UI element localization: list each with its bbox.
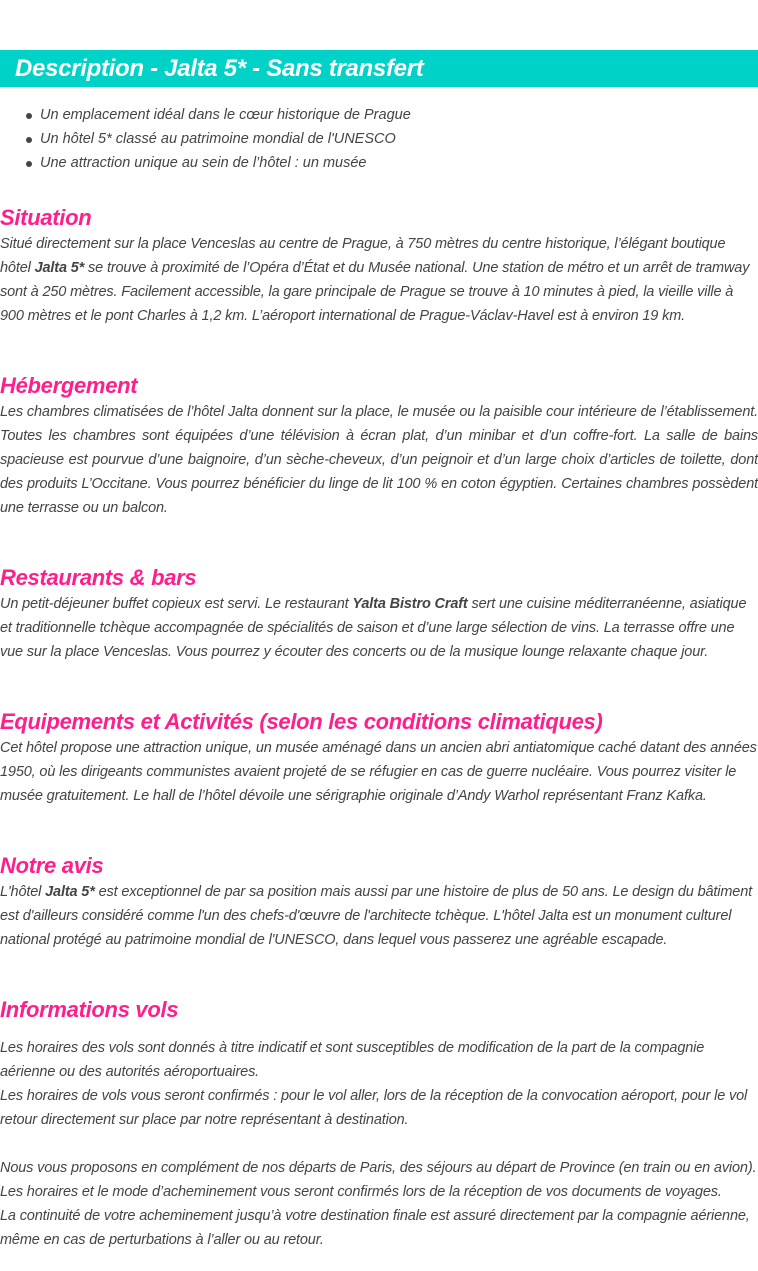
highlight-item: Une attraction unique au sein de l’hôtel : un musée: [0, 151, 411, 175]
section-text: Situé directement sur la place Venceslas au centre de Prague, à 750 mètres du centre historique, l’élégant boutique hôtel Jalta 5* se trouve à proximité de l’Opéra d’État et du Musée national. Une station de métro et un arrêt de tramway sont à 250 mètres. Facilement accessible, la gare principale de Prague se trouve à 10 minutes à pied, la vieille ville à 900 mètres et le pont Charles à 1,2 km. L’aéroport international de Prague-Václav-Havel est à environ 19 km.: [0, 236, 750, 324]
paragraph: La continuité de votre acheminement jusqu’à votre destination finale est assuré directement par la compagnie aérienne, même en cas de perturbations à l’aller ou au retour.: [0, 1208, 750, 1248]
hotel-name: Jalta 5*: [34, 260, 85, 276]
highlight-item: Un hôtel 5* classé au patrimoine mondial de l'UNESCO: [0, 127, 411, 151]
section-hebergement: [0, 372, 758, 520]
section-situation: [0, 204, 758, 328]
section-restaurants: [0, 564, 758, 664]
title-bar: [0, 50, 758, 87]
bullet-icon: [26, 137, 32, 143]
section-heading: Situation: [0, 205, 92, 230]
section-vols: [0, 996, 758, 1252]
section-heading: Informations vols: [0, 997, 179, 1022]
section-text: [0, 1036, 758, 1252]
page-title: Description - Jalta 5* - Sans transfert: [15, 55, 424, 82]
bullet-icon: [26, 113, 32, 119]
section-text: Les chambres climatisées de l’hôtel Jalta donnent sur la place, le musée ou la paisible cour intérieure de l’établissement. Toutes les chambres sont équipées d’une télévision à écran plat, d’un minibar et d’un coffre-fort. La salle de bains spacieuse est pourvue d’une baignoire, d’un sèche-cheveux, d’un peignoir et d’un large choix d’articles de toilette, dont des produits L’Occitane. Vous pourrez bénéficier du linge de lit 100 % en coton égyptien. Certaines chambres possèdent une terrasse ou un balcon.: [0, 404, 758, 516]
section-heading: Notre avis: [0, 853, 104, 878]
paragraph: Les horaires des vols sont donnés à titre indicatif et sont susceptibles de modification de la part de la compagnie aérienne ou des autorités aéroportuaires.: [0, 1040, 705, 1080]
section-avis: [0, 852, 758, 952]
section-text: L'hôtel Jalta 5* est exceptionnel de par sa position mais aussi par une histoire de plus de 50 ans. Le design du bâtiment est d'ailleurs considéré comme l'un des chefs-d'œuvre de l'architecte tchèque. L'hôtel Jalta est un monument culturel national protégé au patrimoine mondial de l'UNESCO, dans lequel vous passerez une agréable escapade.: [0, 884, 753, 948]
paragraph: Nous vous proposons en complément de nos départs de Paris, des séjours au départ de Province (en train ou en avion).: [0, 1160, 757, 1176]
paragraph: Les horaires et le mode d’acheminement vous seront confirmés lors de la réception de vos documents de voyages.: [0, 1184, 722, 1200]
highlight-item: Un emplacement idéal dans le cœur historique de Prague: [0, 103, 411, 127]
section-heading: Equipements et Activités (selon les conditions climatiques): [0, 709, 603, 734]
section-equipements: [0, 708, 758, 808]
section-heading: Hébergement: [0, 373, 138, 398]
hotel-name: Jalta 5*: [45, 884, 95, 900]
section-heading: Restaurants & bars: [0, 565, 197, 590]
section-text: Un petit-déjeuner buffet copieux est servi. Le restaurant Yalta Bistro Craft sert une cuisine méditerranéenne, asiatique et traditionnelle tchèque accompagnée de spécialités de saison et d’une large sélection de vins. La terrasse offre une vue sur la place Venceslas. Vous pourrez y écouter des concerts ou de la musique lounge relaxante chaque jour.: [0, 596, 747, 660]
bullet-icon: [26, 161, 32, 167]
section-text: Cet hôtel propose une attraction unique, un musée aménagé dans un ancien abri antiatomique caché datant des années 1950, où les dirigeants communistes avaient projeté de se réfugier en cas de guerre nucléaire. Vous pourrez visiter le musée gratuitement. Le hall de l’hôtel dévoile une sérigraphie originale d’Andy Warhol représentant Franz Kafka.: [0, 740, 757, 804]
paragraph: Les horaires de vols vous seront confirmés : pour le vol aller, lors de la réception de la convocation aéroport, pour le vol retour directement sur place par notre représentant à destination.: [0, 1088, 748, 1128]
restaurant-name: Yalta Bistro Craft: [352, 596, 468, 612]
spacer: [0, 1132, 758, 1156]
highlights-list: [0, 103, 411, 175]
